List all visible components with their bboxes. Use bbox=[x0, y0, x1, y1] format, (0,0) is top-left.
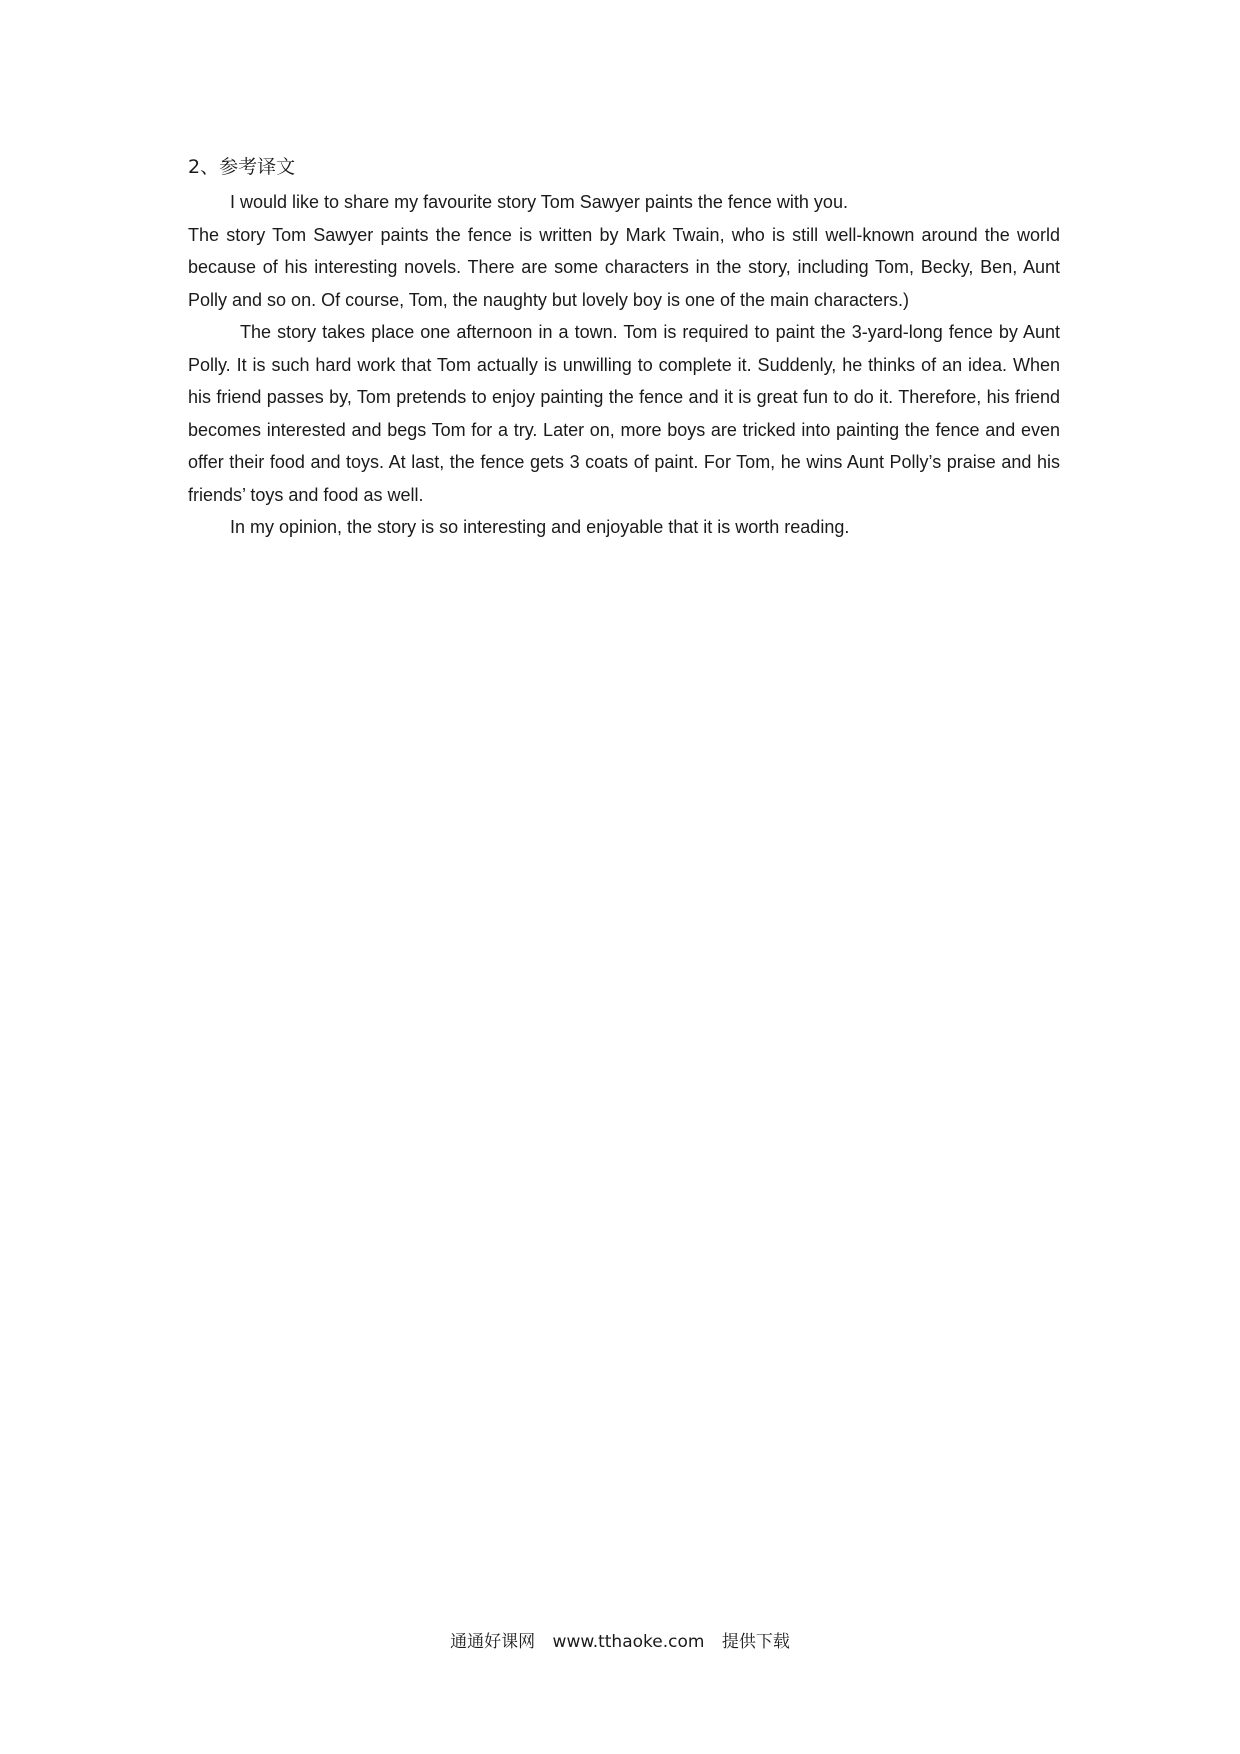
footer-site-name: 通通好课网 bbox=[450, 1632, 536, 1652]
page-footer bbox=[0, 1630, 1240, 1654]
footer-url: www.tthaoke.com bbox=[552, 1632, 705, 1652]
paragraph-intro: I would like to share my favourite story Tom Sawyer paints the fence with you. bbox=[230, 192, 848, 212]
paragraph-opinion: In my opinion, the story is so interesting and enjoyable that it is worth reading. bbox=[230, 517, 850, 537]
footer-suffix: 提供下载 bbox=[721, 1632, 790, 1652]
paragraph-characters: The story Tom Sawyer paints the fence is written by Mark Twain, who is still well-known around the world because of his interesting novels. There are some characters in the story, including Tom, Becky, Ben, Aunt Polly and so on. Of course, Tom, the naughty but lovely boy is one of the main characters.) bbox=[188, 224, 1060, 310]
document-body bbox=[188, 152, 1060, 544]
section-heading: 2、参考译文 bbox=[188, 156, 296, 178]
paragraph-plot: The story takes place one afternoon in a town. Tom is required to paint the 3-yard-long fence by Aunt Polly. It is such hard work that Tom actually is unwilling to complete it. Suddenly, he thinks of an idea. When his friend passes by, Tom pretends to enjoy painting the fence and it is great fun to do it. Therefore, his friend becomes interested and begs Tom for a try. Later on, more boys are tricked into painting the fence and even offer their food and toys. At last, the fence gets 3 coats of paint. For Tom, he wins Aunt Polly’s praise and his friends’ toys and food as well. bbox=[188, 322, 1060, 505]
